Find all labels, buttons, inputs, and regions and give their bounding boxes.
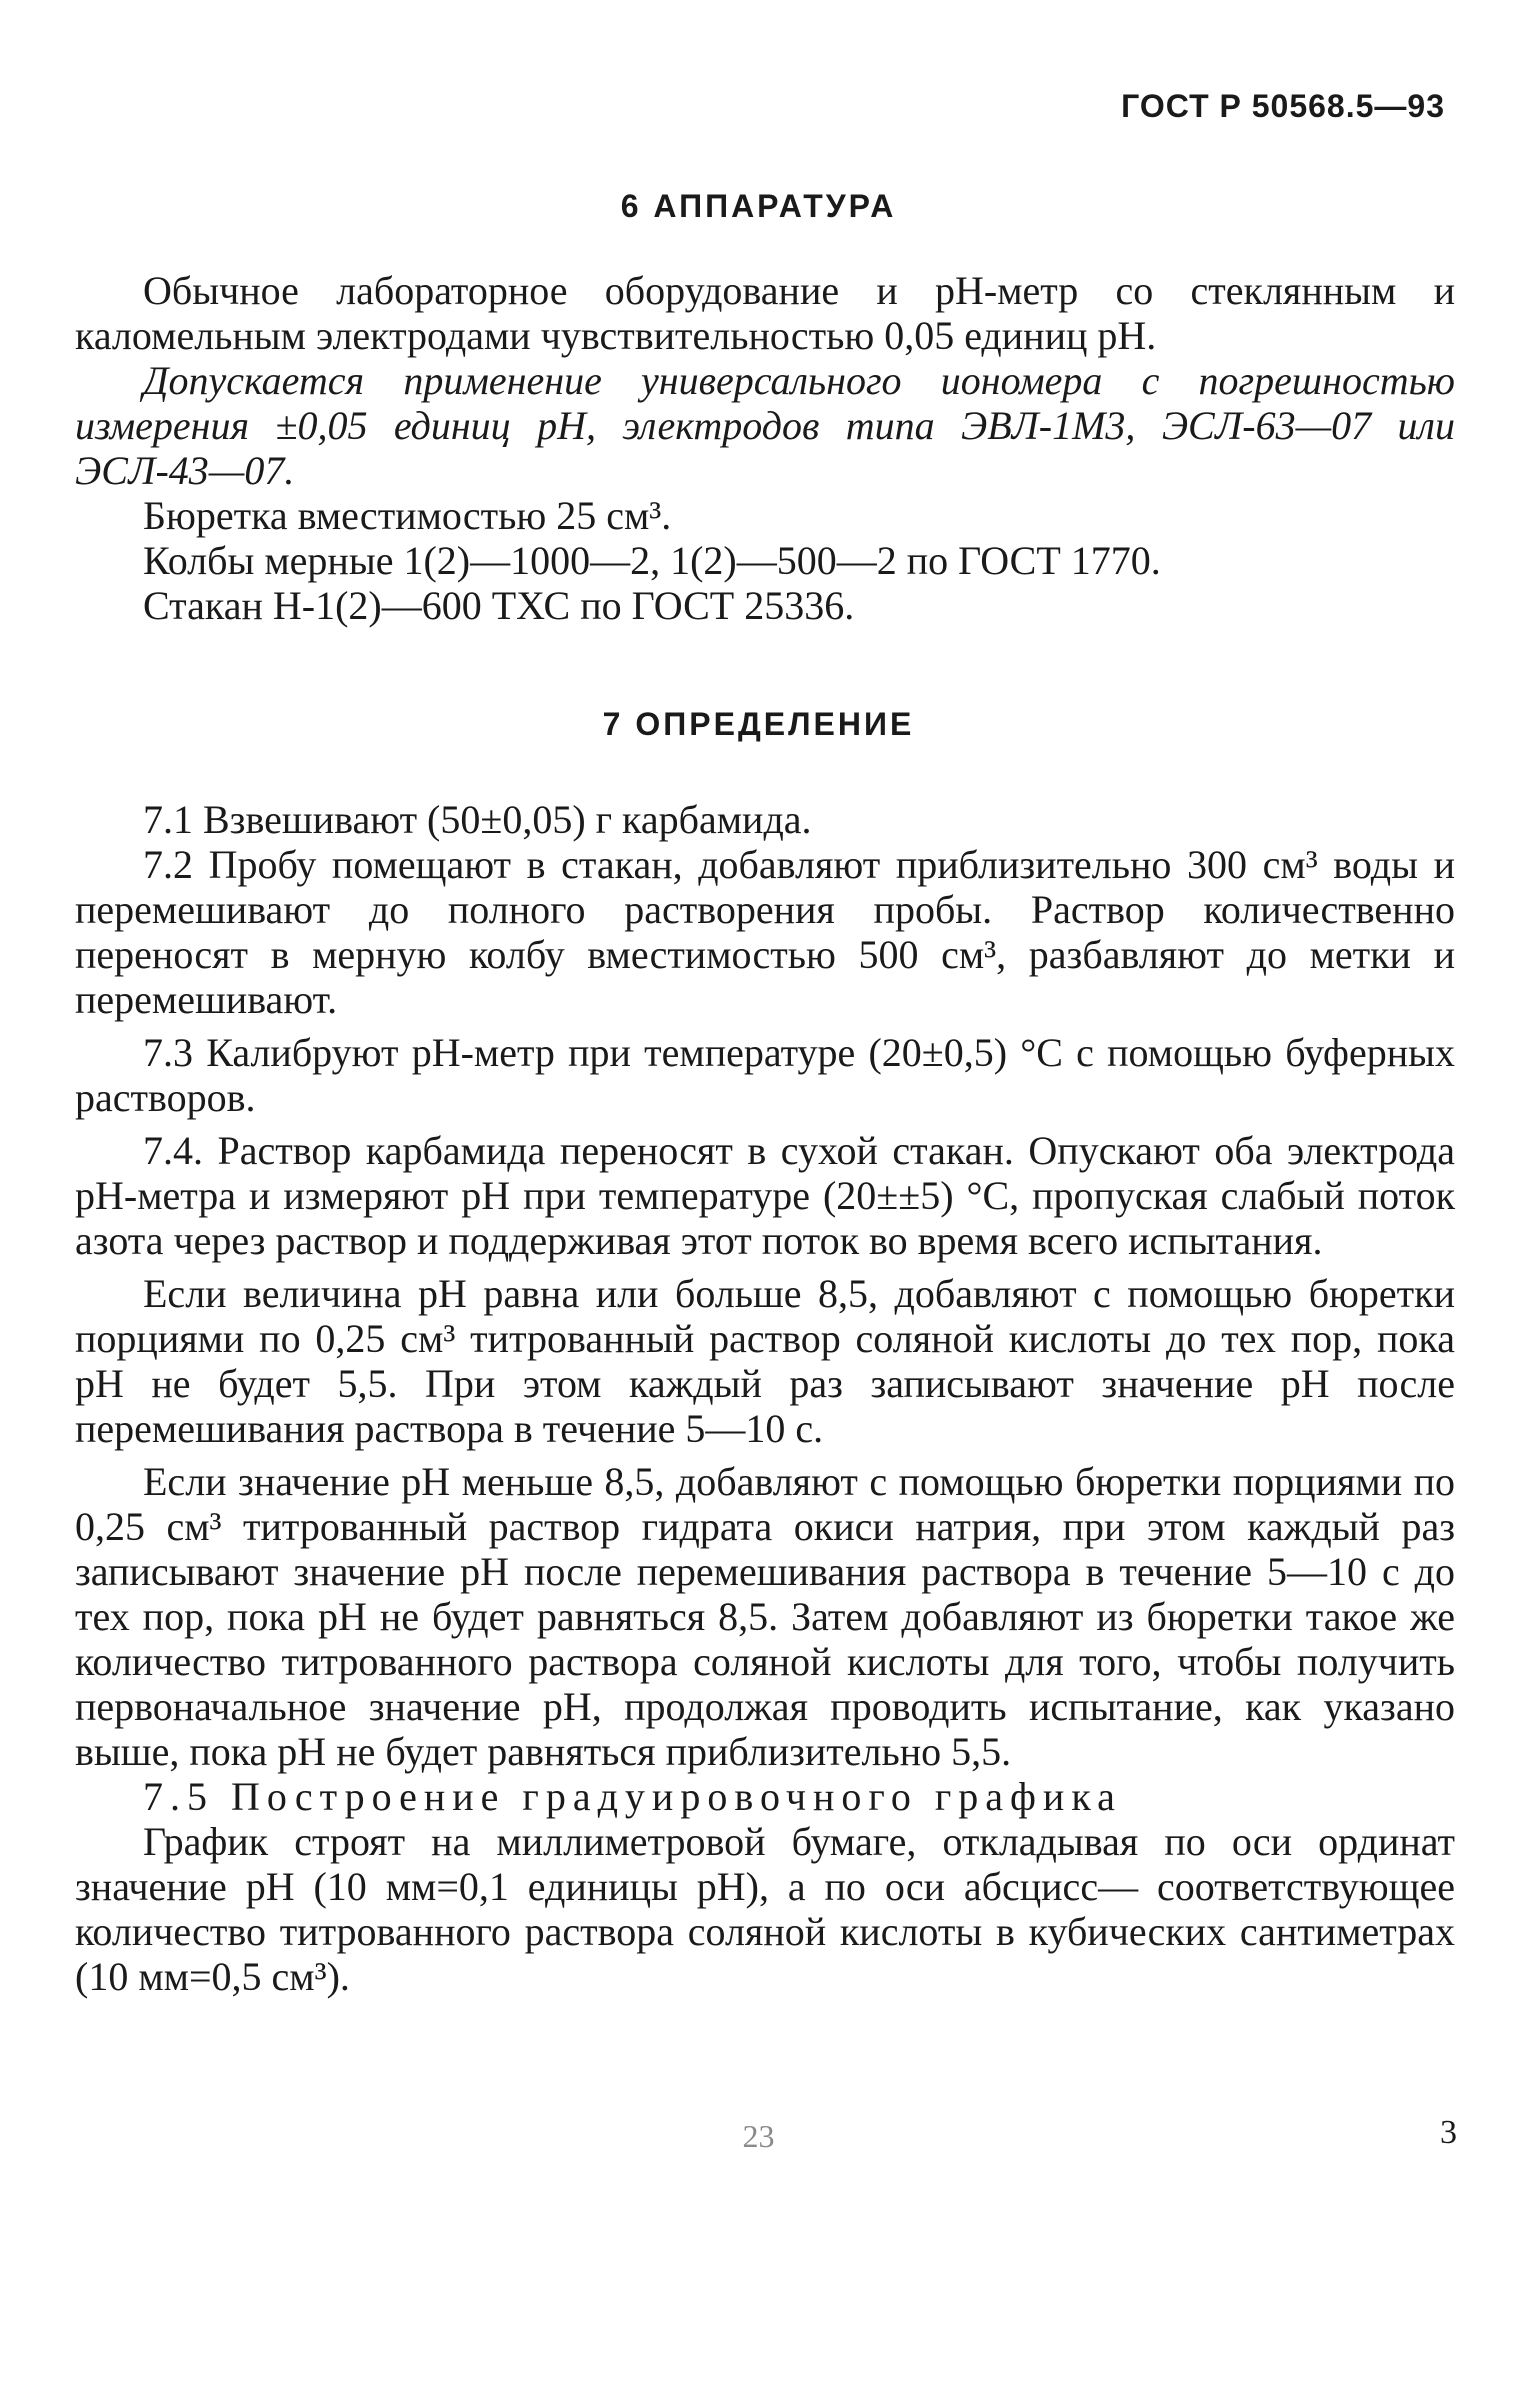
clause-7-5-text: График строят на миллиметровой бумаге, откладывая по оси ординат значение рН (10 мм=0,1 единицы рН), а по оси абсцисс— соответствующее количество титрованного раствора соляной кислоты в кубических сантиметрах (10 мм=0,5 см³). (75, 1819, 1455, 1999)
page-number: 3 (1440, 2114, 1457, 2151)
clause-7-4-high-ph: Если величина рН равна или больше 8,5, добавляют с помощью бюретки порциями по 0,25 см³ титрованный раствор соляной кислоты до тех пор, пока рН не будет 5,5. При этом каждый раз записывают значение рН после перемешивания раствора в течение 5—10 с. (75, 1271, 1455, 1451)
section-6-title: 6 АППАРАТУРА (620, 188, 897, 224)
section-6-body (75, 268, 1455, 628)
clause-7-2: 7.2 Пробу помещают в стакан, добавляют приблизительно 300 см³ воды и перемешивают до полного растворения пробы. Раствор количественно переносят в мерную колбу вместимостью 500 см³, разбавляют до метки и перемешивают. (75, 842, 1455, 1022)
section-7-body (75, 797, 1455, 1999)
clause-7-3: 7.3 Калибруют рН-метр при температуре (20±0,5) °С с помощью буферных растворов. (75, 1030, 1455, 1120)
flasks-paragraph: Колбы мерные 1(2)—1000—2, 1(2)—500—2 по ГОСТ 1770. (143, 538, 1161, 583)
beaker-paragraph: Стакан Н-1(2)—600 ТХС по ГОСТ 25336. (143, 583, 855, 628)
faded-page-mark: 23 (742, 2118, 775, 2154)
burette-paragraph: Бюретка вместимостью 25 см³. (143, 493, 672, 538)
clause-7-5-heading: 7.5 Построение градуировочного графика (143, 1774, 1122, 1819)
clause-7-1: 7.1 Взвешивают (50±0,05) г карбамида. (143, 797, 812, 842)
clause-7-4-low-ph: Если значение рН меньше 8,5, добавляют с помощью бюретки порциями по 0,25 см³ титрованный раствор гидрата окиси натрия, при этом каждый раз записывают значение рН после перемешивания раствора в течение 5—10 с до тех пор, пока рН не будет равняться 8,5. Затем добавляют из бюретки такое же количество титрованного раствора соляной кислоты для того, чтобы получить первоначальное значение рН, продолжая проводить испытание, как указано выше, пока рН не будет равняться приблизительно 5,5. (75, 1459, 1455, 1774)
standard-designation: ГОСТ Р 50568.5—93 (1121, 88, 1445, 124)
clause-7-4: 7.4. Раствор карбамида переносят в сухой стакан. Опускают оба электрода рН-метра и измеряют рН при температуре (20±±5) °С, пропуская слабый поток азота через раствор и поддерживая этот поток во время всего испытания. (75, 1128, 1455, 1263)
apparatus-paragraph: Обычное лабораторное оборудование и рН-метр со стеклянным и каломельным электродами чувствительностью 0,05 единиц рН. (75, 268, 1455, 358)
section-7-title: 7 ОПРЕДЕЛЕНИЕ (602, 706, 915, 742)
apparatus-allowed-paragraph: Допускается применение универсального иономера с погрешностью измерения ±0,05 единиц рН, электродов типа ЭВЛ-1М3, ЭСЛ-63—07 или ЭСЛ-43—07. (75, 358, 1455, 493)
